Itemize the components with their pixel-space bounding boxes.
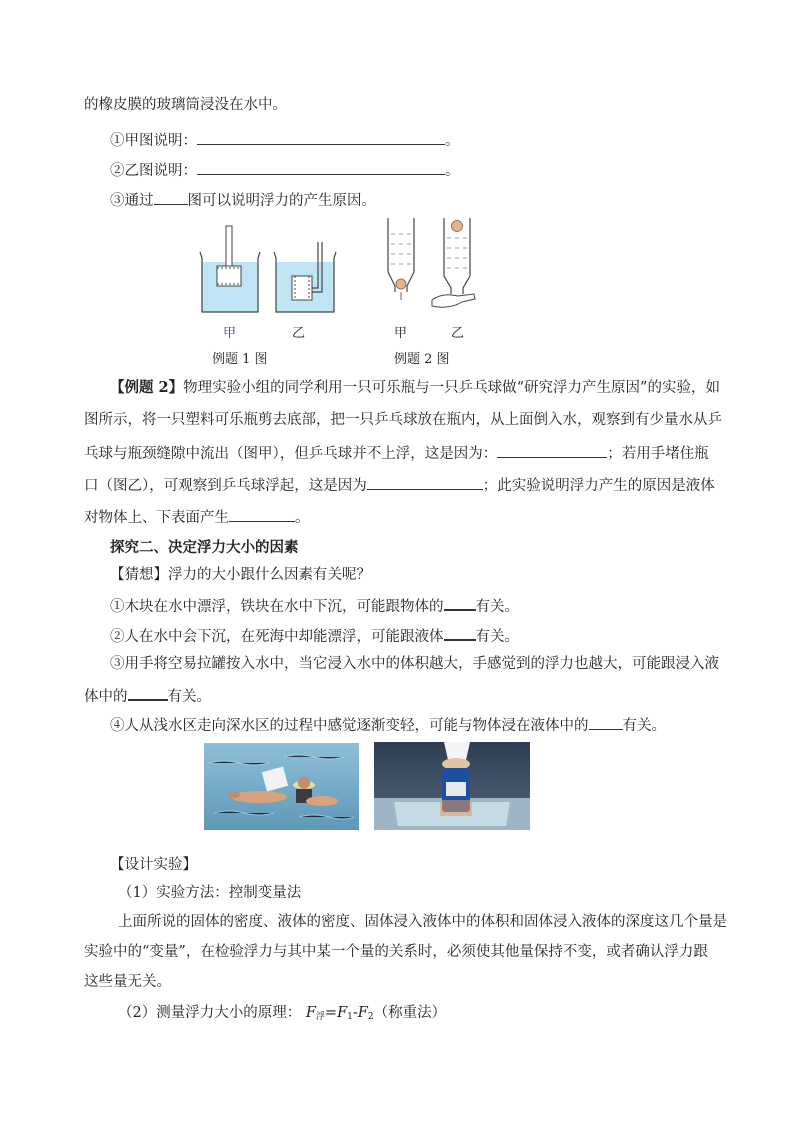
design-para-line-2: 实验中的“变量”，在检验浮力与其中某一个量的关系时，必须使其他量保持不变，或者确认浮力跟 (84, 944, 708, 960)
dead-sea-photo (204, 743, 359, 830)
formula-f1-sub: 1 (347, 1012, 353, 1022)
formula-f2-sub: 2 (367, 1012, 374, 1022)
guess-tag: 【猜想】 (110, 567, 168, 583)
guess-item-2-post: 有关。 (475, 629, 519, 645)
guess-item-4-pre: ④人从浅水区走向深水区的过程中感觉逐渐变轻，可能与物体浸在液体中的 (110, 718, 589, 734)
principle-label: （2）测量浮力大小的原理： (118, 1005, 302, 1021)
guess-item-4-post: 有关。 (622, 718, 666, 734)
bottle-yi (432, 218, 475, 307)
period: 。 (445, 163, 460, 179)
section-2-title: 探究二、决定浮力大小的因素 (110, 539, 299, 556)
q1-item-1-label: ①甲图说明： (110, 133, 197, 149)
design-para-line-3: 这些量无关。 (84, 974, 171, 990)
guess-item-4 (110, 714, 666, 736)
figure-1-label-jia: 甲 (223, 326, 237, 341)
formula-f1: F (337, 1005, 348, 1021)
bottle-jia (388, 218, 414, 300)
figure-2-bottles (380, 214, 484, 314)
guess-line (110, 565, 371, 585)
guess-item-3-pre: 体中的 (84, 689, 128, 705)
answer-blank-1[interactable] (197, 129, 445, 145)
design-tag: 【设计实验】 (110, 857, 197, 873)
beaker-yi (274, 242, 336, 312)
q1-item-2 (110, 159, 460, 181)
period: 。 (445, 133, 460, 149)
guess-text: 浮力的大小跟什么因素有关呢？ (168, 567, 371, 583)
example-2-line-4-pre: 口（图乙），可观察到乒乓球浮起，这是因为 (84, 478, 367, 494)
answer-blank-10[interactable] (589, 714, 623, 730)
q1-item-3 (110, 189, 376, 211)
example-2-line-1 (110, 378, 720, 398)
figure-1-caption: 例题 1 图 (212, 352, 268, 367)
ping-pong-ball (396, 279, 406, 289)
figure-1-label-yi: 乙 (292, 326, 306, 341)
hand-icon (432, 294, 475, 307)
example-2-line-3-post: ；若用手堵住瓶 (607, 446, 709, 462)
answer-blank-2[interactable] (197, 159, 445, 175)
answer-blank-3[interactable] (154, 189, 188, 205)
answer-blank-8[interactable] (444, 624, 476, 641)
guess-item-2 (110, 624, 519, 647)
guess-item-3-line-2 (84, 684, 211, 707)
figure-2-caption: 例题 2 图 (394, 352, 450, 367)
q1-item-3-post: 图可以说明浮力的产生原因。 (187, 193, 376, 209)
buoyancy-formula (306, 1005, 374, 1021)
figure-2-label-yi: 乙 (451, 326, 465, 341)
formula-eq: = (324, 1005, 338, 1021)
answer-blank-5[interactable] (367, 474, 483, 490)
formula-f: F (305, 1005, 316, 1021)
design-para-line-1: 上面所说的固体的密度、液体的密度、固体浸入液体中的体积和固体浸入液体的深度这几个量是 (118, 914, 727, 930)
can-in-water-photo (374, 742, 530, 830)
example-2-tag: 【例题 2】 (110, 379, 184, 396)
example-2-line-5-post: 。 (295, 510, 310, 526)
guess-item-1-pre: ①木块在水中漂浮，铁块在水中下沉，可能跟物体的 (110, 599, 444, 615)
figure-1-beakers (196, 218, 346, 320)
q1-item-1 (110, 129, 460, 151)
example-2-line-5 (84, 506, 310, 528)
example-2-line-4 (84, 474, 715, 496)
example-2-line-4-post: ；此实验说明浮力产生的原因是液体 (482, 478, 715, 494)
guess-item-2-pre: ②人在水中会下沉，在死海中却能漂浮，可能跟液体 (110, 629, 444, 645)
example-2-line-2: 图所示，将一只塑料可乐瓶剪去底部，把一只乒乓球放在瓶内，从上面倒入水，观察到有少量水从乒 (84, 412, 722, 428)
example-2-line-5-pre: 对物体上、下表面产生 (84, 510, 229, 526)
answer-blank-6[interactable] (229, 506, 295, 522)
guess-item-1 (110, 594, 519, 617)
intro-text: 的橡皮膜的玻璃筒浸没在水中。 (84, 97, 287, 113)
answer-blank-4[interactable] (497, 442, 607, 458)
principle-method: （称重法） (373, 1005, 447, 1021)
design-method: （1）实验方法：控制变量法 (118, 885, 302, 901)
figure-2-label-jia: 甲 (394, 326, 408, 341)
design-principle (118, 1003, 446, 1027)
beaker-jia (200, 226, 260, 312)
formula-f-sub: 浮 (315, 1012, 325, 1022)
answer-blank-9[interactable] (128, 684, 168, 701)
example-2-line-3 (84, 442, 709, 464)
q1-item-3-pre: ③通过 (110, 193, 154, 209)
example-2-text: 物理实验小组的同学利用一只可乐瓶与一只乒乓球做“研究浮力产生原因”的实验，如 (183, 380, 720, 396)
guess-item-1-post: 有关。 (475, 599, 519, 615)
formula-f2: F (357, 1005, 368, 1021)
answer-blank-7[interactable] (444, 594, 476, 611)
q1-item-2-label: ②乙图说明： (110, 163, 197, 179)
guess-item-3-line-1: ③用手将空易拉罐按入水中，当它浸入水中的体积越大，手感觉到的浮力也越大，可能跟浸入液 (110, 656, 719, 672)
formula-minus: - (352, 1005, 358, 1021)
ping-pong-ball (452, 221, 463, 232)
example-2-line-3-pre: 乓球与瓶颈缝隙中流出（图甲），但乒乓球并不上浮，这是因为： (84, 446, 498, 462)
guess-item-3-post: 有关。 (167, 689, 211, 705)
